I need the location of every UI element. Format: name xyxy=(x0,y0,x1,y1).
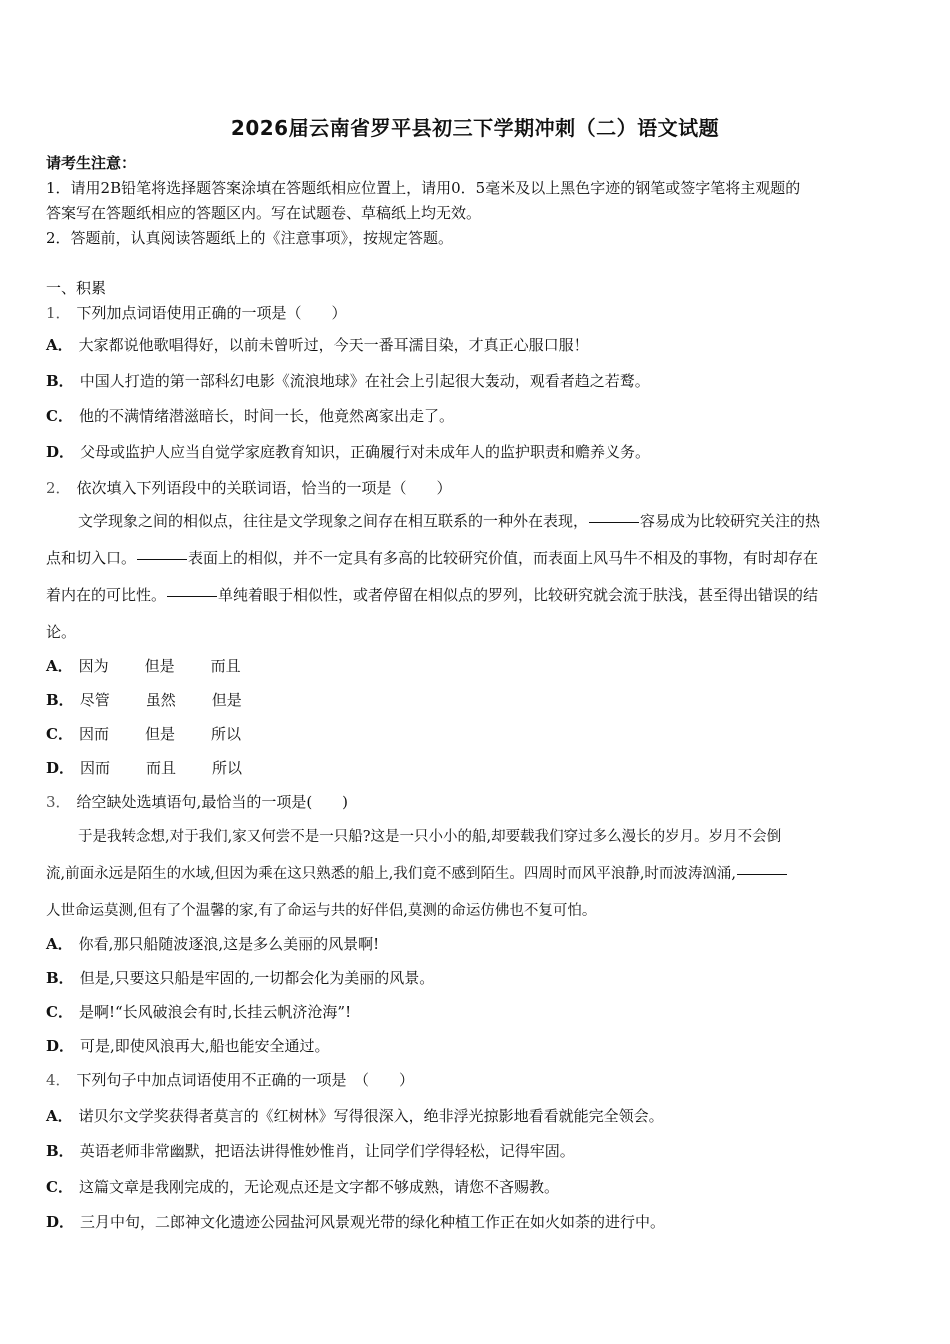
q3-option-d xyxy=(46,1035,330,1056)
option-text: 这篇文章是我刚完成的，无论观点还是文字都不够成熟，请您不吝赐教。 xyxy=(78,1178,559,1196)
option-letter: C． xyxy=(46,1178,73,1196)
q2-option-d xyxy=(46,757,278,778)
notice-heading: 请考生注意： xyxy=(46,154,137,172)
option-word: 因为 xyxy=(78,657,109,675)
passage-text: 表面上的相似，并不一定具有多高的比较研究价值，而表面上风马牛不相及的事物，有时却存在 xyxy=(188,549,819,567)
question-1 xyxy=(46,302,347,323)
q1-option-d xyxy=(46,441,650,462)
q4-option-b xyxy=(46,1140,575,1161)
page-title: 2026届云南省罗平县初三下学期冲刺（二）语文试题 xyxy=(230,116,720,140)
option-letter: C． xyxy=(46,725,73,743)
question-4 xyxy=(46,1069,414,1090)
answer-blank xyxy=(589,521,639,523)
option-text: 英语老师非常幽默，把语法讲得惟妙惟肖，让同学们学得轻松，记得牢固。 xyxy=(79,1142,575,1160)
option-letter: B． xyxy=(46,969,74,987)
q2-passage-line-1 xyxy=(78,510,820,531)
option-word: 但是 xyxy=(144,725,175,743)
q1-option-a xyxy=(46,334,589,355)
question-number: 2． xyxy=(46,479,71,497)
notice-item-2: 2．答题前，认真阅读答题纸上的《注意事项》，按规定答题。 xyxy=(46,229,454,247)
option-letter: A． xyxy=(46,935,73,953)
passage-text: 单纯着眼于相似性，或者停留在相似点的罗列，比较研究就会流于肤浅，甚至得出错误的结 xyxy=(218,586,819,604)
option-text: 但是,只要这只船是牢固的,一切都会化为美丽的风景。 xyxy=(79,969,435,987)
option-word: 而且 xyxy=(146,759,177,777)
option-letter: D． xyxy=(46,759,75,777)
option-word: 但是 xyxy=(211,691,242,709)
passage-text: 文学现象之间的相似点，往往是文学现象之间存在相互联系的一种外在表现， xyxy=(78,512,589,530)
option-word: 因而 xyxy=(78,725,109,743)
question-number: 1． xyxy=(46,304,71,322)
option-text: 他的不满情绪潜滋暗长，时间一长，他竟然离家出走了。 xyxy=(78,407,454,425)
question-2 xyxy=(46,477,452,498)
section-heading: 一、积累 xyxy=(46,279,107,297)
q4-option-d xyxy=(46,1211,665,1232)
question-number: 3． xyxy=(46,793,71,811)
answer-blank xyxy=(167,595,217,597)
q4-option-c xyxy=(46,1176,559,1197)
option-letter: B． xyxy=(46,691,74,709)
option-text: 可是,即使风浪再大,船也能安全通过。 xyxy=(80,1037,330,1055)
q2-passage-line-2 xyxy=(46,547,818,568)
option-word: 因而 xyxy=(80,759,111,777)
option-letter: C． xyxy=(46,407,73,425)
option-word: 但是 xyxy=(144,657,175,675)
q2-option-c xyxy=(46,723,277,744)
option-word: 所以 xyxy=(212,759,243,777)
passage-text: 点和切入口。 xyxy=(46,549,137,567)
notice-item-1: 1．请用2B铅笔将选择题答案涂填在答题纸相应位置上，请用0．5毫米及以上黑色字迹的钢笔或签字笔将主观题的 xyxy=(46,179,801,197)
passage-text: 着内在的可比性。 xyxy=(46,586,167,604)
question-3 xyxy=(46,791,348,812)
notice-item-1-cont: 答案写在答题纸相应的答题区内。写在试题卷、草稿纸上均无效。 xyxy=(46,204,482,222)
q4-option-a xyxy=(46,1105,664,1126)
question-number: 4． xyxy=(46,1071,71,1089)
question-stem: 依次填入下列语段中的关联词语，恰当的一项是（ ） xyxy=(76,479,452,497)
option-letter: A． xyxy=(46,1107,73,1125)
q3-option-c xyxy=(46,1001,351,1022)
q1-option-b xyxy=(46,370,650,391)
option-letter: C． xyxy=(46,1003,73,1021)
option-letter: D． xyxy=(46,1037,75,1055)
option-text: 三月中旬，二郎神文化遗迹公园盐河风景观光带的绿化种植工作正在如火如荼的进行中。 xyxy=(80,1213,666,1231)
q2-option-a xyxy=(46,655,277,676)
option-letter: D． xyxy=(46,443,75,461)
option-letter: A． xyxy=(46,336,73,354)
option-letter: D． xyxy=(46,1213,75,1231)
option-text: 诺贝尔文学奖获得者莫言的《红树林》写得很深入，绝非浮光掠影地看看就能完全领会。 xyxy=(78,1107,664,1125)
option-text: 是啊!“长风破浪会有时,长挂云帆济沧海”! xyxy=(78,1003,352,1021)
option-word: 所以 xyxy=(210,725,241,743)
q3-passage-line-1: 于是我转念想,对于我们,家又何尝不是一只船?这是一只小小的船,却要载我们穿过多么漫长的岁月。岁月不会倒 xyxy=(78,829,782,845)
option-text: 中国人打造的第一部科幻电影《流浪地球》在社会上引起很大轰动，观看者趋之若鹜。 xyxy=(79,372,650,390)
q3-option-a xyxy=(46,933,379,954)
q1-option-c xyxy=(46,405,454,426)
q2-passage-line-3 xyxy=(46,584,818,605)
q2-option-b xyxy=(46,689,278,710)
q3-passage-line-3: 人世命运莫测,但有了个温馨的家,有了命运与共的好伴侣,莫测的命运仿佛也不复可怕。 xyxy=(46,903,597,919)
option-word: 虽然 xyxy=(145,691,176,709)
q3-option-b xyxy=(46,967,434,988)
question-stem: 给空缺处选填语句,最恰当的一项是( ) xyxy=(76,793,349,811)
answer-blank xyxy=(137,558,187,560)
question-stem: 下列句子中加点词语使用不正确的一项是 （ ） xyxy=(76,1071,415,1089)
option-word: 而且 xyxy=(210,657,241,675)
passage-text: 流,前面永远是陌生的水域,但因为乘在这只熟悉的船上,我们竟不感到陌生。四周时而风平浪静,时而波涛汹涌, xyxy=(46,866,737,882)
question-stem: 下列加点词语使用正确的一项是（ ） xyxy=(76,304,347,322)
passage-text: 容易成为比较研究关注的热 xyxy=(640,512,821,530)
option-text: 你看,那只船随波逐浪,这是多么美丽的风景啊! xyxy=(78,935,380,953)
option-letter: B． xyxy=(46,372,74,390)
option-text: 父母或监护人应当自觉学家庭教育知识，正确履行对未成年人的监护职责和赡养义务。 xyxy=(80,443,651,461)
answer-blank xyxy=(737,873,787,875)
option-word: 尽管 xyxy=(79,691,110,709)
option-letter: A． xyxy=(46,657,73,675)
option-letter: B． xyxy=(46,1142,74,1160)
option-text: 大家都说他歌唱得好，以前未曾听过，今天一番耳濡目染，才真正心服口服！ xyxy=(78,336,589,354)
q3-passage-line-2 xyxy=(46,862,788,883)
q2-passage-line-4: 论。 xyxy=(46,623,77,641)
